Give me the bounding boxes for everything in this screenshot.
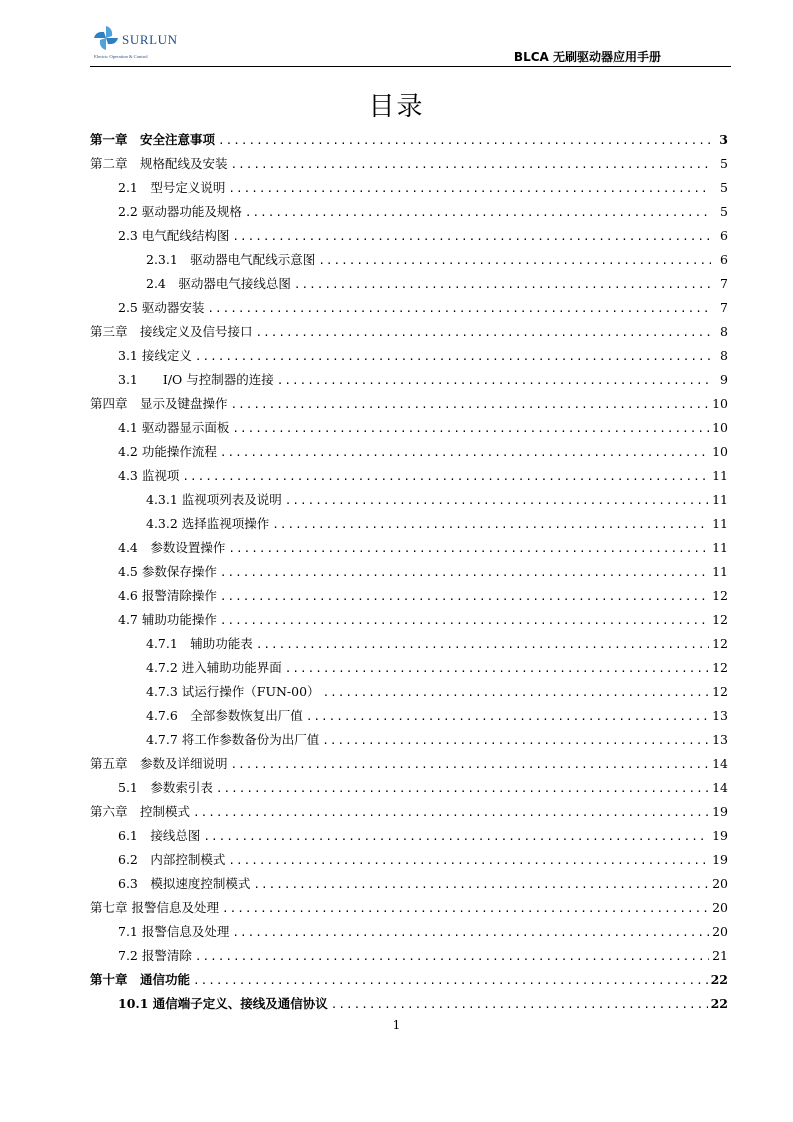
toc-entry-page: 13 [712,732,728,747]
toc-entry-label: 第三章 接线定义及信号接口 [90,324,253,339]
toc-entry-page: 12 [712,660,728,675]
toc-entry-label: 4.7 辅助功能操作 [118,612,217,627]
toc-entry-label: 2.3.1 驱动器电气配线示意图 [146,252,316,267]
toc-entry-page: 10 [712,396,728,411]
dot-leader [253,875,709,895]
dot-leader [322,731,709,751]
toc-entry-label: 10.1 通信端子定义、接线及通信协议 [118,996,328,1011]
toc-entry-page: 14 [712,756,728,771]
dot-leader [231,395,710,415]
toc-entry-label: 4.3.2 选择监视项操作 [146,516,270,531]
toc-entry-label: 4.7.3 试运行操作（FUN-00） [146,684,320,699]
dot-leader [318,251,711,271]
toc-entry[interactable] [90,130,728,154]
toc-entry[interactable] [90,970,728,994]
toc-entry-page: 14 [712,780,728,795]
toc-entry[interactable] [90,682,728,706]
toc-entry[interactable] [90,274,728,298]
toc-entry-label: 4.7.1 辅助功能表 [146,636,253,651]
dot-leader [285,659,709,679]
dot-leader [195,347,711,367]
toc-entry-label: 4.5 参数保存操作 [118,564,217,579]
dot-leader [231,755,710,775]
toc-entry[interactable] [90,826,728,850]
table-of-contents [90,130,728,1018]
toc-entry[interactable] [90,394,728,418]
dot-leader [182,467,709,487]
toc-entry[interactable] [90,514,728,538]
dot-leader [277,371,711,391]
toc-entry-label: 4.7.2 进入辅助功能界面 [146,660,282,675]
toc-entry[interactable] [90,922,728,946]
toc-entry[interactable] [90,730,728,754]
toc-entry-label: 6.1 接线总图 [118,828,201,843]
dot-leader [285,491,709,511]
dot-leader [232,923,709,943]
toc-entry-page: 19 [712,804,728,819]
toc-entry[interactable] [90,466,728,490]
toc-entry[interactable] [90,706,728,730]
toc-entry-label: 4.3 监视项 [118,468,180,483]
dot-leader [231,155,711,175]
toc-entry-label: 第四章 显示及键盘操作 [90,396,228,411]
toc-entry-page: 3 [719,132,728,147]
toc-entry-label: 3.1 接线定义 [118,348,192,363]
toc-entry-label: 2.3 电气配线结构图 [118,228,230,243]
toc-entry-label: 7.1 报警信息及处理 [118,924,230,939]
manual-title: BLCA 无刷驱动器应用手册 [513,50,661,64]
toc-entry-page: 10 [712,444,728,459]
toc-entry[interactable] [90,850,728,874]
dot-leader [222,899,709,919]
dot-leader [331,995,708,1015]
dot-leader [193,803,709,823]
toc-entry[interactable] [90,370,728,394]
company-logo [90,18,182,62]
page-number: 1 [392,1018,401,1032]
dot-leader [232,227,711,247]
toc-entry-page: 19 [712,828,728,843]
toc-entry-page: 20 [712,924,728,939]
toc-entry-page: 20 [712,876,728,891]
toc-entry[interactable] [90,946,728,970]
toc-entry-page: 8 [720,348,728,363]
toc-entry-page: 9 [720,372,728,387]
toc-entry-label: 2.2 驱动器功能及规格 [118,204,242,219]
dot-leader [207,299,711,319]
toc-entry[interactable] [90,994,728,1018]
toc-entry[interactable] [90,874,728,898]
toc-entry-label: 5.1 参数索引表 [118,780,213,795]
toc-entry-page: 11 [712,540,728,555]
dot-leader [193,971,708,991]
dot-leader [256,635,709,655]
toc-entry-page: 7 [720,300,728,315]
toc-entry-page: 22 [710,996,728,1011]
toc-entry-page: 5 [720,180,728,195]
dot-leader [232,419,709,439]
dot-leader [245,203,711,223]
toc-entry-label: 4.6 报警清除操作 [118,588,217,603]
toc-entry-label: 3.1 I/O 与控制器的连接 [118,372,274,387]
toc-entry[interactable] [90,298,728,322]
toc-entry-page: 20 [712,900,728,915]
toc-entry-label: 第七章 报警信息及处理 [90,900,219,915]
toc-entry[interactable] [90,202,728,226]
toc-entry[interactable] [90,610,728,634]
toc-entry[interactable] [90,418,728,442]
toc-entry[interactable] [90,442,728,466]
toc-entry-label: 2.4 驱动器电气接线总图 [146,276,291,291]
toc-entry-page: 7 [720,276,728,291]
toc-entry-page: 13 [712,708,728,723]
toc-entry[interactable] [90,658,728,682]
toc-entry-page: 6 [720,252,728,267]
toc-entry-label: 4.2 功能操作流程 [118,444,217,459]
page-header [90,18,731,68]
toc-entry-label: 6.2 内部控制模式 [118,852,226,867]
toc-entry-page: 11 [712,564,728,579]
toc-entry-page: 12 [712,588,728,603]
toc-entry-page: 10 [712,420,728,435]
dot-leader [220,563,709,583]
toc-entry[interactable] [90,634,728,658]
toc-entry-label: 6.3 模拟速度控制模式 [118,876,251,891]
toc-entry-page: 19 [712,852,728,867]
toc-entry-label: 第一章 安全注意事项 [90,132,216,147]
toc-entry-page: 6 [720,228,728,243]
toc-entry[interactable] [90,178,728,202]
dot-leader [228,539,709,559]
dot-leader [203,827,709,847]
toc-entry[interactable] [90,346,728,370]
dot-leader [256,323,711,343]
toc-entry[interactable] [90,490,728,514]
toc-entry-page: 11 [712,492,728,507]
page-title: 目录 [368,92,425,122]
logo-tagline: Electric Operation & Control [94,54,148,59]
dot-leader [323,683,710,703]
toc-entry-page: 5 [720,204,728,219]
toc-entry-label: 第十章 通信功能 [90,972,191,987]
toc-entry-page: 12 [712,612,728,627]
toc-entry-label: 4.4 参数设置操作 [118,540,226,555]
toc-entry-page: 22 [710,972,728,987]
dot-leader [228,179,711,199]
toc-entry[interactable] [90,754,728,778]
toc-entry-label: 4.7.7 将工作参数备份为出厂值 [146,732,320,747]
dot-leader [216,779,709,799]
toc-entry-label: 第五章 参数及详细说明 [90,756,228,771]
toc-entry-label: 第二章 规格配线及安装 [90,156,228,171]
toc-entry-label: 7.2 报警清除 [118,948,192,963]
toc-entry[interactable] [90,322,728,346]
toc-entry-page: 21 [712,948,728,963]
toc-entry-label: 4.1 驱动器显示面板 [118,420,230,435]
toc-entry[interactable] [90,538,728,562]
dot-leader [228,851,709,871]
toc-entry[interactable] [90,226,728,250]
toc-entry-label: 第六章 控制模式 [90,804,191,819]
toc-entry[interactable] [90,154,728,178]
toc-entry-page: 8 [720,324,728,339]
logo-name: SURLUN [122,32,178,47]
dot-leader [220,443,709,463]
toc-entry[interactable] [90,586,728,610]
toc-entry[interactable] [90,802,728,826]
dot-leader [195,947,709,967]
toc-entry-label: 4.7.6 全部参数恢复出厂值 [146,708,303,723]
dot-leader [218,131,711,151]
toc-entry[interactable] [90,898,728,922]
toc-entry-page: 5 [720,156,728,171]
toc-entry-label: 2.1 型号定义说明 [118,180,226,195]
toc-entry-label: 2.5 驱动器安装 [118,300,205,315]
header-divider [90,66,731,67]
toc-entry-label: 4.3.1 监视项列表及说明 [146,492,282,507]
dot-leader [220,611,709,631]
pinwheel-logo-icon [93,25,119,51]
toc-entry-page: 12 [712,684,728,699]
toc-entry[interactable] [90,562,728,586]
dot-leader [272,515,709,535]
toc-entry-page: 11 [712,468,728,483]
toc-entry[interactable] [90,250,728,274]
toc-entry[interactable] [90,778,728,802]
dot-leader [294,275,711,295]
dot-leader [220,587,709,607]
toc-entry-page: 11 [712,516,728,531]
dot-leader [306,707,709,727]
toc-entry-page: 12 [712,636,728,651]
